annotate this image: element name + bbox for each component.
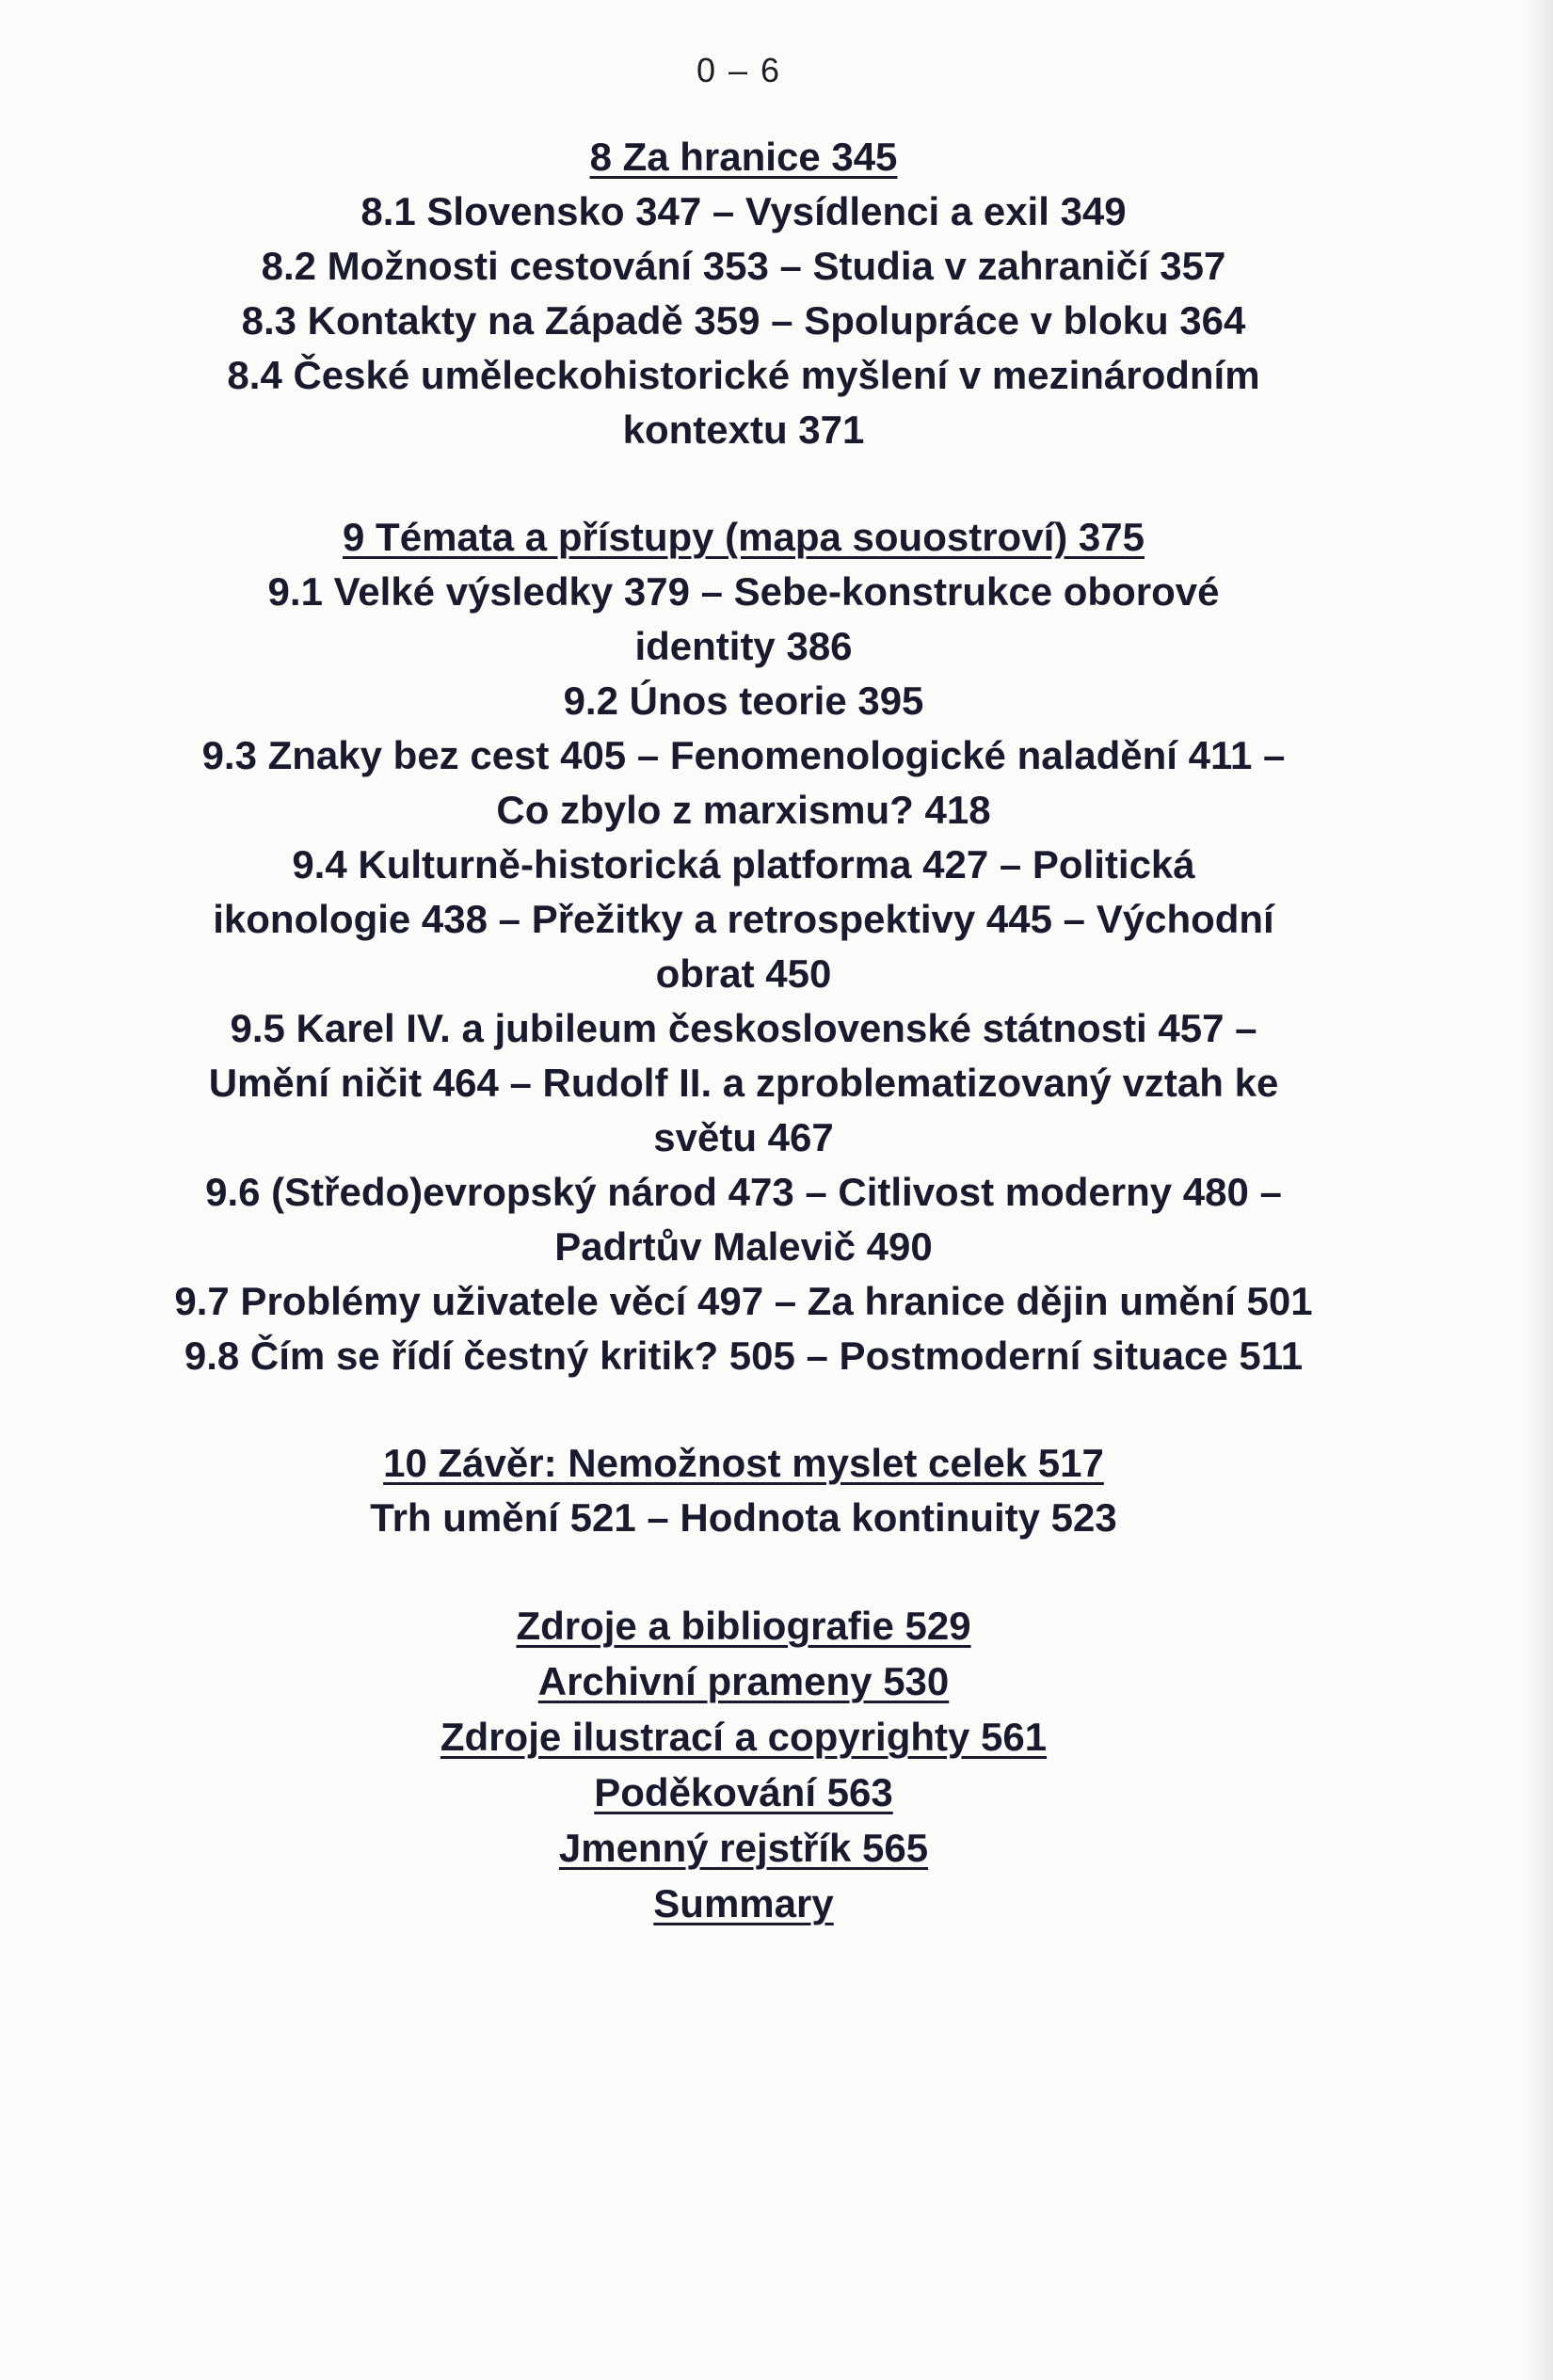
toc-section-9 (56, 510, 1431, 1383)
toc-entry: 9.7 Problémy uživatele věcí 497 – Za hranice dějin umění 501 (174, 1279, 1313, 1323)
toc-section-10 (56, 1436, 1431, 1545)
toc-entry: obrat 450 (655, 951, 832, 996)
toc-entry: 9.4 Kulturně-historická platforma 427 – Politická (292, 842, 1195, 887)
toc-entry: Co zbylo z marxismu? 418 (496, 788, 991, 832)
toc-heading: 10 Závěr: Nemožnost myslet celek 517 (383, 1441, 1104, 1485)
toc-entry: Padrtův Malevič 490 (554, 1224, 933, 1269)
toc-backmatter-item: Archivní prameny 530 (537, 1659, 950, 1703)
toc-entry: identity 386 (634, 624, 853, 668)
toc-entry: 9.3 Znaky bez cest 405 – Fenomenologické naladění 411 – (201, 733, 1286, 777)
toc-backmatter-item: Zdroje a bibliografie 529 (516, 1604, 971, 1648)
toc-backmatter-item: Poděkování 563 (594, 1770, 893, 1814)
page-edge-shadow (1527, 0, 1553, 2380)
toc-entry: 8.4 České uměleckohistorické myšlení v mezinárodním (227, 353, 1260, 397)
toc-backmatter-item: Summary (653, 1881, 834, 1925)
toc-entry: 8.2 Možnosti cestování 353 – Studia v zahraničí 357 (261, 244, 1226, 288)
toc-entry: 8.3 Kontakty na Západě 359 – Spolupráce v bloku 364 (241, 298, 1246, 343)
toc-entry: 9.6 (Středo)evropský národ 473 – Citlivost moderny 480 – (205, 1170, 1282, 1214)
toc-entry: světu 467 (653, 1115, 834, 1159)
toc-entry: 9.1 Velké výsledky 379 – Sebe-konstrukce oborové (267, 569, 1220, 614)
toc-entry: 9.2 Únos teorie 395 (563, 679, 924, 723)
toc-entry: 9.8 Čím se řídí čestný kritik? 505 – Postmoderní situace 511 (184, 1334, 1304, 1378)
toc-entry: 8.1 Slovensko 347 – Vysídlenci a exil 349 (360, 189, 1127, 233)
page-folio: 0 – 6 (696, 51, 782, 89)
toc-heading: 9 Témata a přístupy (mapa souostroví) 375 (343, 515, 1145, 559)
toc-backmatter (56, 1598, 1431, 1931)
toc-entry: Umění ničit 464 – Rudolf II. a zproblematizovaný vztah ke (208, 1061, 1279, 1105)
toc-entry: Trh umění 521 – Hodnota kontinuity 523 (370, 1495, 1117, 1540)
toc-backmatter-item: Jmenný rejstřík 565 (558, 1826, 929, 1870)
table-of-contents (56, 130, 1431, 1931)
toc-section-8 (56, 130, 1431, 457)
toc-entry: ikonologie 438 – Přežitky a retrospektivy 445 – Východní (213, 897, 1274, 941)
toc-entry: kontextu 371 (622, 407, 865, 452)
toc-heading: 8 Za hranice 345 (589, 135, 898, 179)
toc-backmatter-item: Zdroje ilustrací a copyrighty 561 (440, 1715, 1048, 1759)
toc-entry: 9.5 Karel IV. a jubileum československé státnosti 457 – (230, 1006, 1257, 1050)
